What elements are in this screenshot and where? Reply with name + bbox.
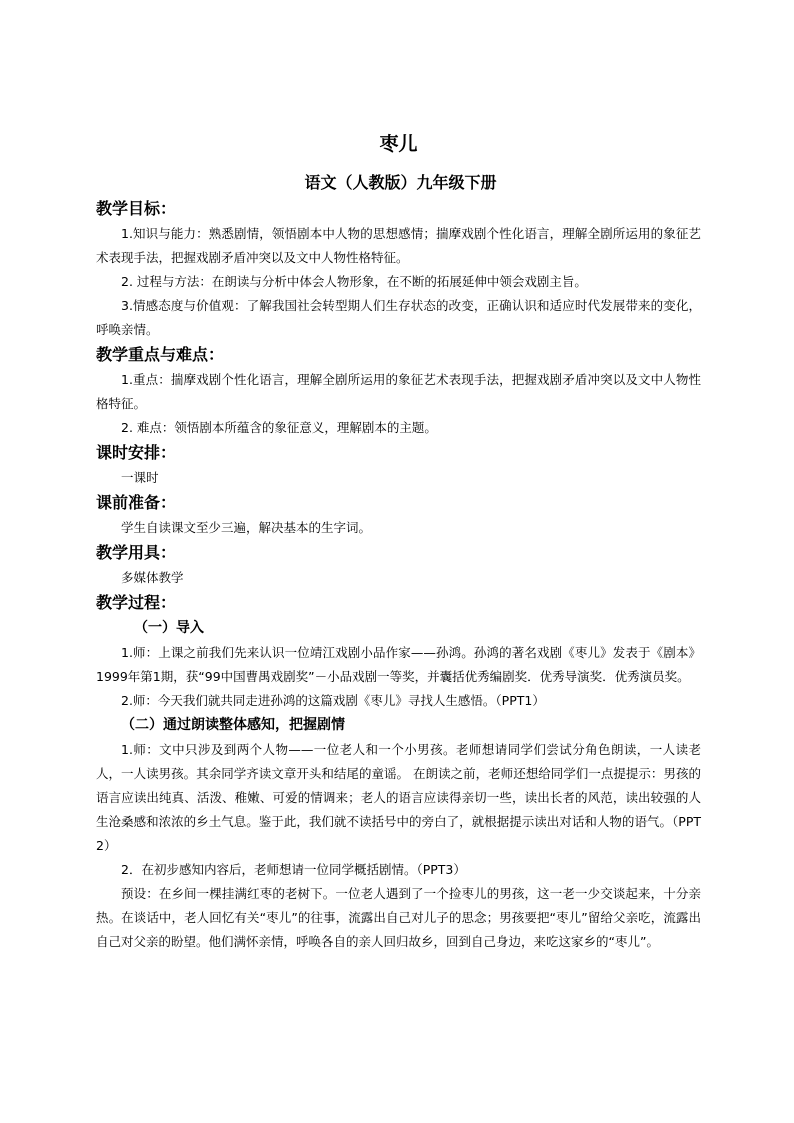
doc-subtitle: 语文（人教版）九年级下册 (304, 173, 497, 192)
heading-schedule: 课时安排： (96, 443, 177, 462)
goal-item-2: 2. 过程与方法：在朗读与分析中体会人物形象，在不断的拓展延伸中领会戏剧主旨。 (121, 274, 587, 289)
heading-prep: 课前准备： (96, 493, 177, 512)
tools-text: 多媒体教学 (121, 570, 184, 585)
prep-text: 学生自读课文至少三遍，解决基本的生字词。 (121, 520, 372, 535)
goal-item-3: 3.情感态度与价值观：了解我国社会转型期人们生存状态的改变，正确认识和适应时代发展带来的变化，呼唤亲情。 (96, 298, 701, 337)
intro-item-1: 1.师：上课之前我们先来认识一位靖江戏剧小品作家——孙鸿。孙鸿的著名戏剧《枣儿》发表于《剧本》1999年第1期，获“99中国曹禺戏剧奖”－小品戏剧一等奖，并囊括优秀编剧奖．优秀导演奖．优秀演员奖。 (96, 645, 701, 684)
document-page (96, 128, 701, 954)
heading-focus: 教学重点与难点： (96, 345, 225, 364)
reading-item-3: 预设：在乡间一棵挂满红枣的老树下。一位老人遇到了一个捡枣儿的男孩，这一老一少交谈起来，十分亲热。在谈话中，老人回忆有关“枣儿”的往事，流露出自己对儿子的思念；男孩要把“枣儿”留给父亲吃，流露出自己对父亲的盼望。他们满怀亲情，呼唤各自的亲人回归故乡，回到自己身边，来吃这家乡的“枣儿”。 (96, 886, 701, 949)
subheading-reading: （二）通过朗读整体感知，把握剧情 (121, 717, 345, 733)
reading-item-1: 1.师：文中只涉及到两个人物——一位老人和一个小男孩。老师想请同学们尝试分角色朗读，一人读老人，一人读男孩。其余同学齐读文章开头和结尾的童谣。 在朗读之前，老师还想给同学们一点提提示：男孩的语言应读出纯真、活泼、稚嫩、可爱的情调来；老人的语言应读得亲切一些，读出长者的风范，读出较强的人生沧桑感和浓浓的乡土气息。鉴于此，我们就不读括号中的旁白了，就根据提示读出对话和人物的语气。（PPT 2） (96, 742, 701, 853)
subheading-intro: （一）导入 (134, 620, 204, 636)
heading-goals: 教学目标： (96, 199, 177, 218)
doc-title: 枣儿 (379, 133, 418, 155)
schedule-text: 一课时 (121, 470, 159, 485)
goal-item-1: 1.知识与能力：熟悉剧情，领悟剧本中人物的思想感情；揣摩戏剧个性化语言，理解全剧所运用的象征艺术表现手法，把握戏剧矛盾冲突以及文中人物性格特征。 (96, 226, 701, 265)
focus-item-2: 2. 难点：领悟剧本所蕴含的象征意义，理解剧本的主题。 (121, 420, 437, 435)
heading-process: 教学过程： (96, 593, 177, 612)
reading-item-2: 2．在初步感知内容后，老师想请一位同学概括剧情。（PPT3） (121, 862, 466, 877)
focus-item-1: 1.重点：揣摩戏剧个性化语言，理解全剧所运用的象征艺术表现手法，把握戏剧矛盾冲突以及文中人物性格特征。 (96, 372, 701, 411)
intro-item-2: 2.师：今天我们就共同走进孙鸿的这篇戏剧《枣儿》寻找人生感悟。（PPT1） (121, 693, 545, 708)
heading-tools: 教学用具： (96, 543, 177, 562)
